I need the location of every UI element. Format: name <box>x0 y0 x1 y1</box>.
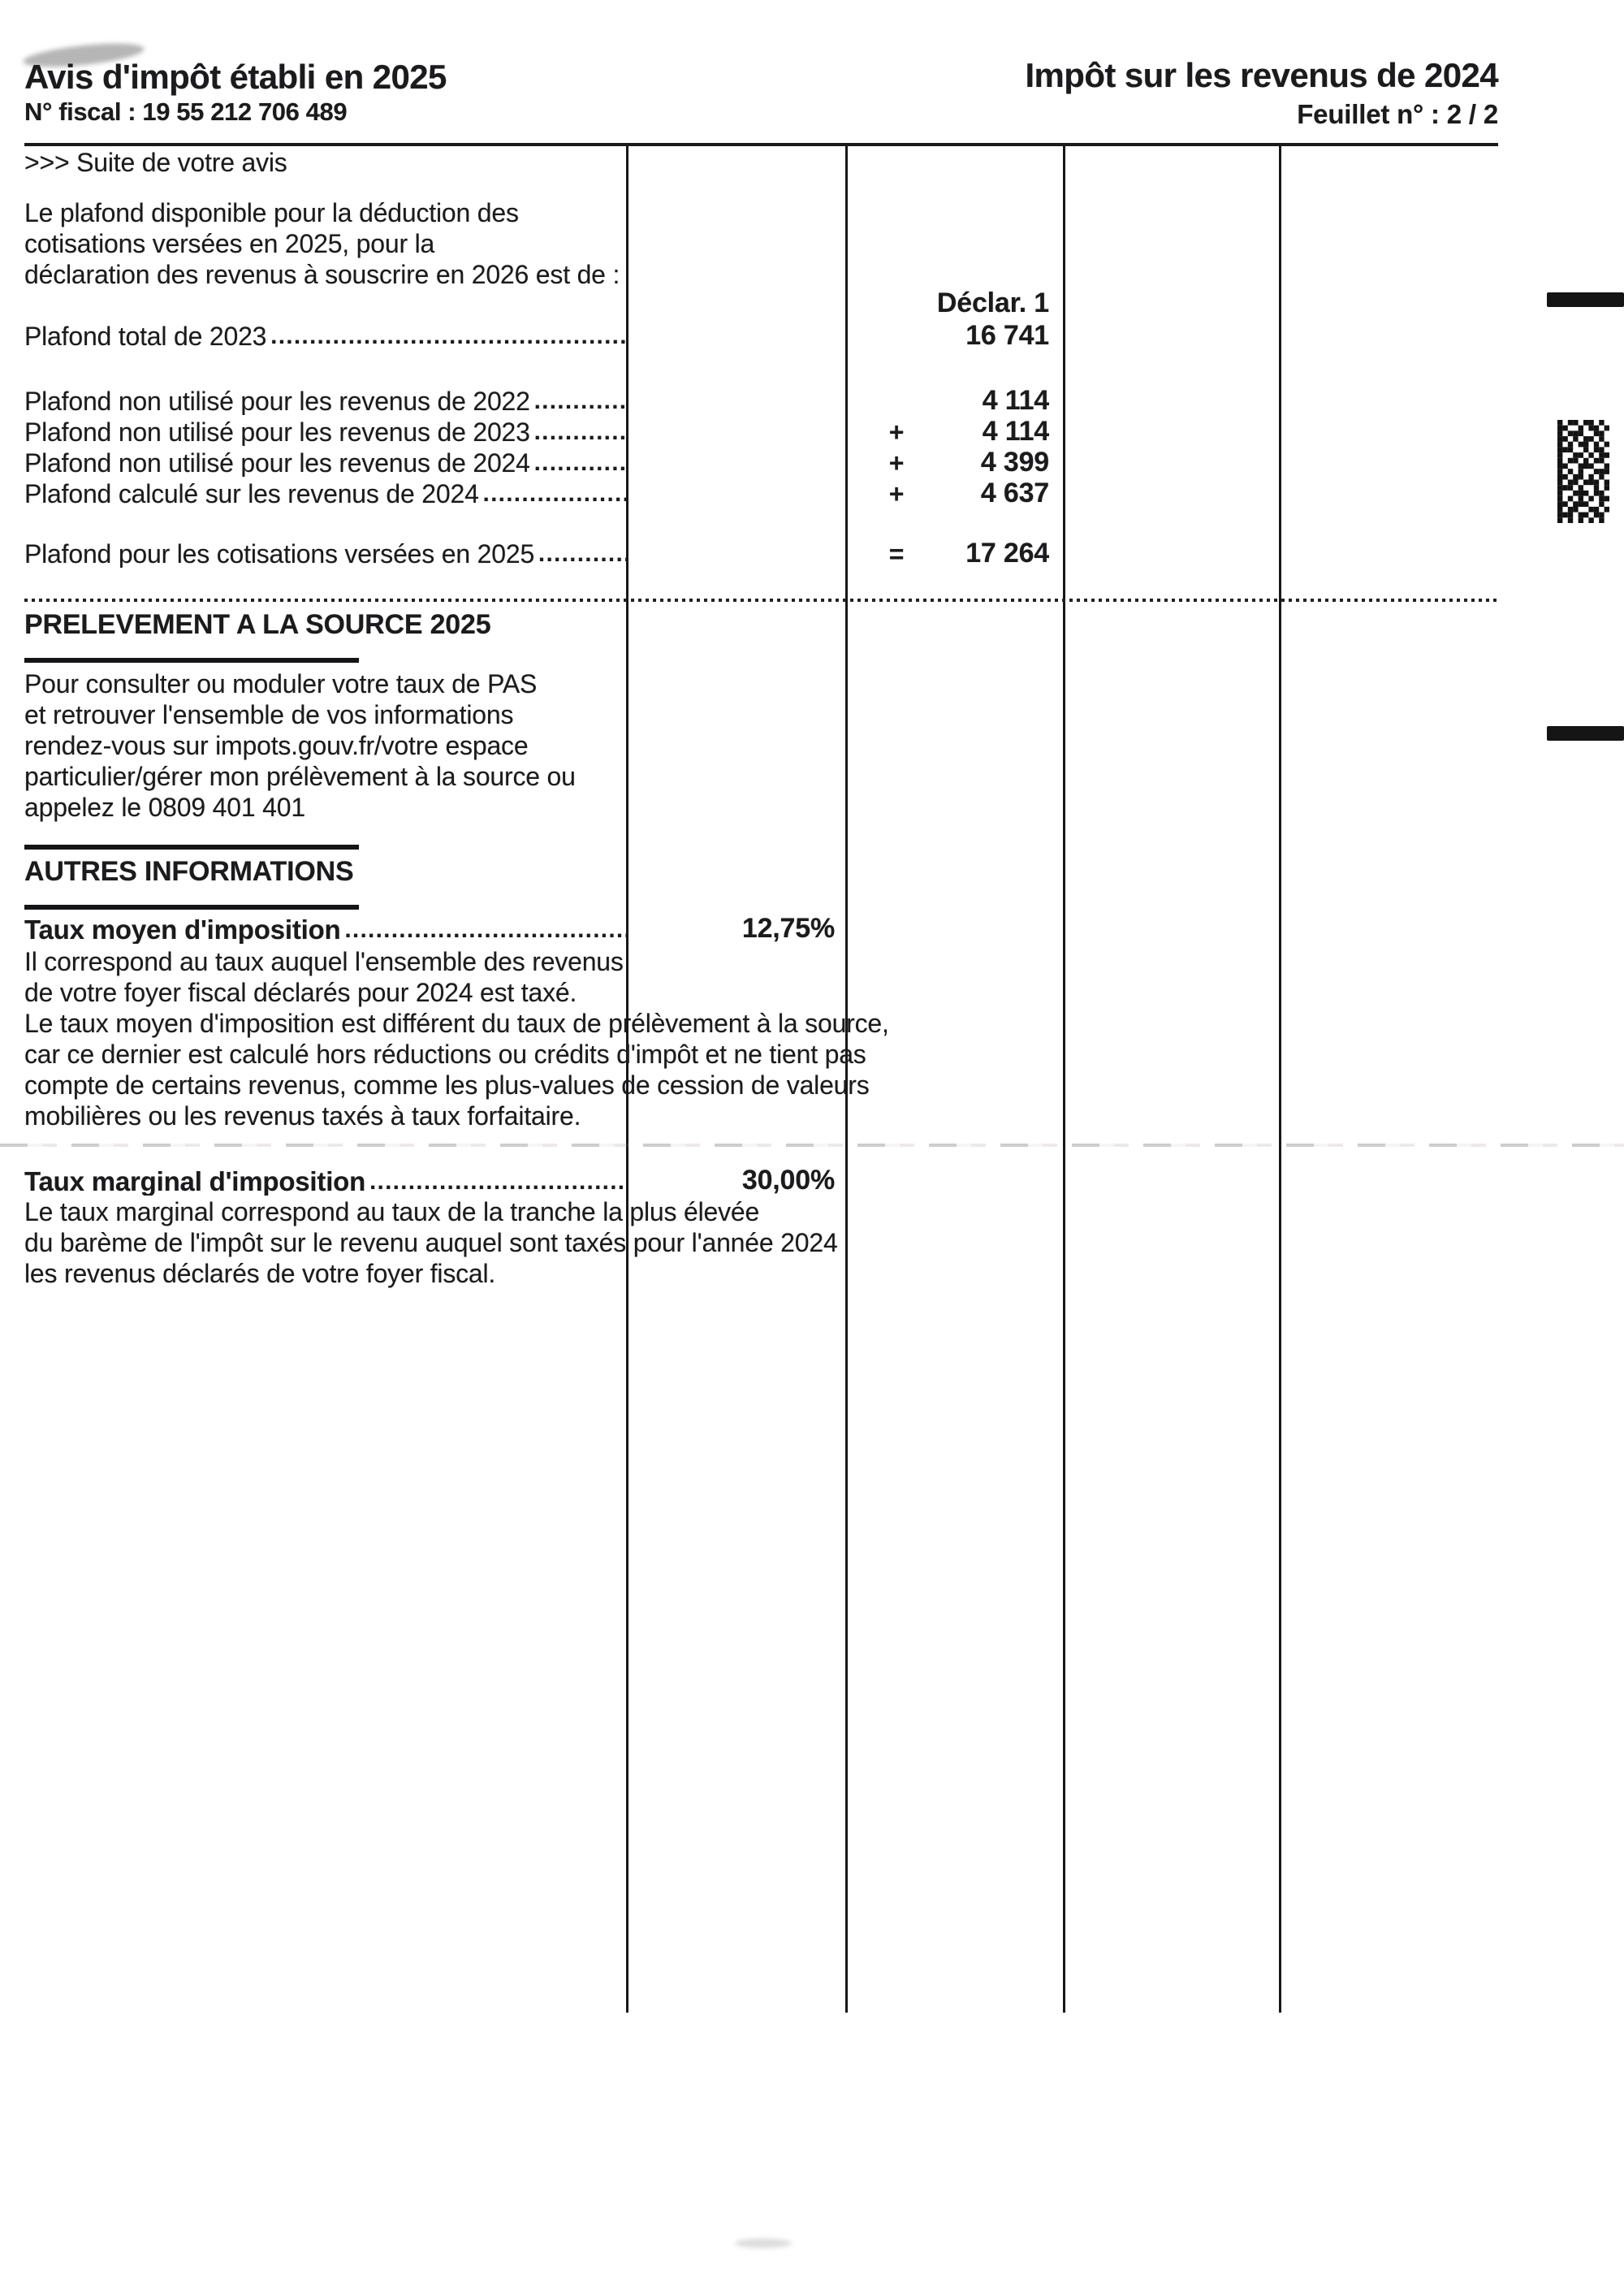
scan-smudge-bottom <box>735 2238 792 2248</box>
table-column-rule-4 <box>1279 146 1281 2013</box>
plafond-row <box>24 419 627 446</box>
taux-moyen-desc-line: compte de certains revenus, comme les plus-values de cession de valeurs <box>24 1070 870 1100</box>
continuation-note: >>> Suite de votre avis <box>24 148 287 177</box>
leader-dots <box>345 919 628 942</box>
leader-dots <box>270 325 627 348</box>
taux-moyen-value: 12,75% <box>741 913 835 944</box>
leader-dots <box>369 1170 627 1194</box>
plafond-row-operator: = <box>888 539 905 569</box>
plafond-row-label: Plafond total de 2023 <box>24 323 267 350</box>
plafond-row <box>24 450 627 477</box>
plafond-row-label: Plafond calculé sur les revenus de 2024 <box>24 481 479 508</box>
taux-moyen-label: Taux moyen d'imposition <box>24 916 341 944</box>
taux-moyen-desc-line: car ce dernier est calculé hors réductions ou crédits d'impôt et ne tient pas <box>24 1040 866 1069</box>
table-column-rule-3 <box>1063 146 1065 2013</box>
plafond-row-value: 16 741 <box>965 320 1049 351</box>
plafond-row-value: 4 399 <box>980 447 1049 478</box>
taux-moyen-desc-line: mobilières ou les revenus taxés à taux forfaitaire. <box>24 1101 581 1131</box>
page-title-right: Impôt sur les revenus de 2024 <box>1025 56 1498 94</box>
registration-mark-bottom <box>1547 726 1624 741</box>
fiscal-number: N° fiscal : 19 55 212 706 489 <box>24 97 348 126</box>
taux-marginal-desc-line: Le taux marginal correspond au taux de la tranche la plus élevée <box>24 1197 760 1226</box>
pas-section-heading: PRELEVEMENT A LA SOURCE 2025 <box>24 609 491 640</box>
leader-dots <box>538 543 627 566</box>
plafond-row-operator: + <box>888 417 905 447</box>
taux-marginal-desc-line: du barème de l'impôt sur le revenu auquel sont taxés pour l'année 2024 <box>24 1228 838 1257</box>
sheet-number: Feuillet n° : 2 / 2 <box>1297 99 1498 129</box>
plafond-row-operator: + <box>888 448 905 478</box>
plafond-row-operator: + <box>888 479 905 508</box>
plafond-row <box>24 481 627 508</box>
taux-moyen-desc-line: Le taux moyen d'imposition est différent du taux de prélèvement à la source, <box>24 1009 889 1038</box>
leader-dots <box>534 390 627 413</box>
plafond-row-value: 4 114 <box>982 416 1049 447</box>
declarant-column-header: Déclar. 1 <box>936 288 1049 318</box>
plafond-row-label: Plafond pour les cotisations versées en 2025 <box>24 541 535 568</box>
plafond-intro-line: Le plafond disponible pour la déduction des <box>24 198 519 227</box>
scan-fold-line <box>0 1144 1624 1147</box>
pas-body-line: et retrouver l'ensemble de vos informations <box>24 700 514 729</box>
leader-dots <box>534 421 627 444</box>
pas-body-line: appelez le 0809 401 401 <box>24 793 305 822</box>
plafond-intro-line: déclaration des revenus à souscrire en 2026 est de : <box>24 260 620 289</box>
plafond-row <box>24 388 627 415</box>
dotted-separator <box>24 598 1498 602</box>
plafond-intro-line: cotisations versées en 2025, pour la <box>24 229 435 258</box>
plafond-row <box>24 323 627 350</box>
taux-marginal-value: 30,00% <box>741 1165 835 1196</box>
taux-marginal-desc-line: les revenus déclarés de votre foyer fiscal. <box>24 1259 496 1288</box>
taux-marginal-label: Taux marginal d'imposition <box>24 1168 366 1196</box>
pas-heading-rule <box>24 658 359 663</box>
plafond-row-value: 4 114 <box>982 385 1049 416</box>
autres-rule-below <box>24 905 359 910</box>
autres-rule-above <box>24 845 359 850</box>
autres-section-heading: AUTRES INFORMATIONS <box>24 856 354 887</box>
plafond-row-value: 4 637 <box>980 478 1049 508</box>
leader-dots <box>483 482 627 506</box>
datamatrix-barcode <box>1557 420 1609 523</box>
plafond-row-label: Plafond non utilisé pour les revenus de 2024 <box>24 450 530 477</box>
pas-body-line: rendez-vous sur impots.gouv.fr/votre espace <box>24 731 529 760</box>
plafond-row <box>24 541 627 568</box>
plafond-row-label: Plafond non utilisé pour les revenus de 2023 <box>24 419 530 446</box>
pas-body-line: Pour consulter ou moduler votre taux de PAS <box>24 669 538 698</box>
taux-moyen-desc-line: de votre foyer fiscal déclarés pour 2024 est taxé. <box>24 978 577 1007</box>
leader-dots <box>534 452 627 475</box>
plafond-row-value: 17 264 <box>965 538 1049 569</box>
taux-marginal-row <box>24 1168 627 1196</box>
registration-mark-top <box>1547 292 1624 307</box>
plafond-row-label: Plafond non utilisé pour les revenus de 2022 <box>24 388 530 415</box>
page-title-left: Avis d'impôt établi en 2025 <box>24 58 447 96</box>
taux-moyen-desc-line: Il correspond au taux auquel l'ensemble des revenus <box>24 947 624 976</box>
pas-body-line: particulier/gérer mon prélèvement à la source ou <box>24 762 576 791</box>
taux-moyen-row <box>24 916 627 944</box>
table-top-border <box>24 143 1498 146</box>
